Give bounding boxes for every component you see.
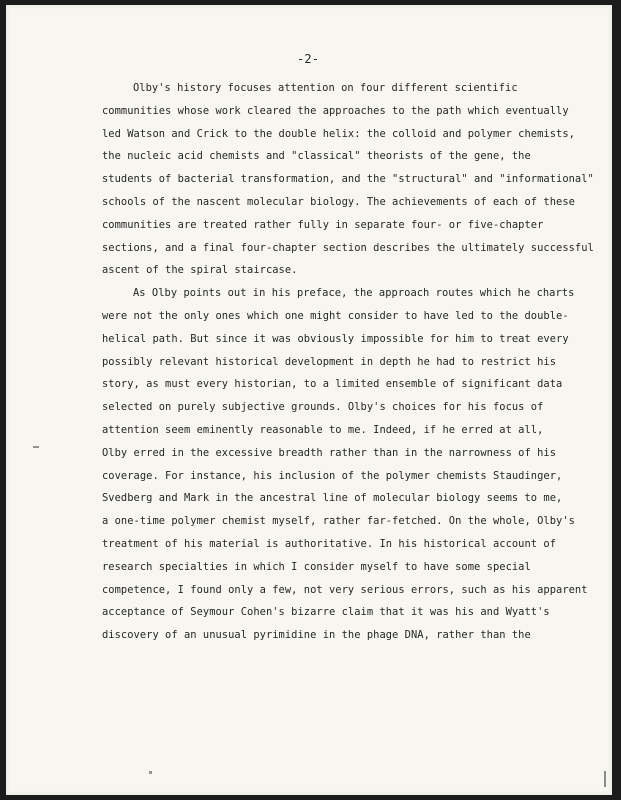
text-line: the nucleic acid chemists and "classical" theorists of the gene, the [102, 150, 531, 163]
paragraph-2 [102, 282, 588, 647]
text-line: communities whose work cleared the approaches to the path which eventually [102, 104, 569, 117]
text-line: competence, I found only a few, not very serious errors, such as his apparent [102, 583, 588, 596]
page-number: -2- [297, 52, 320, 66]
text-line: story, as must every historian, to a limited ensemble of significant data [102, 378, 563, 391]
typed-page [6, 5, 612, 795]
text-line: Olby erred in the excessive breadth rather than in the narrowness of his [102, 446, 557, 459]
margin-mark [149, 771, 152, 774]
text-line: discovery of an unusual pyrimidine in the phage DNA, rather than the [102, 629, 531, 642]
text-line: ascent of the spiral staircase. [102, 264, 298, 277]
margin-mark [33, 446, 39, 448]
text-line: led Watson and Crick to the double helix: the colloid and polymer chemists, [102, 127, 575, 140]
text-line: selected on purely subjective grounds. Olby's choices for his focus of [102, 401, 544, 414]
text-line: schools of the nascent molecular biology. The achievements of each of these [102, 195, 575, 208]
text-line: communities are treated rather fully in separate four- or five-chapter [102, 218, 544, 231]
text-line: As Olby points out in his preface, the approach routes which he charts [133, 287, 575, 300]
text-line: treatment of his material is authoritative. In his historical account of [102, 537, 557, 550]
text-line: students of bacterial transformation, and the "structural" and "informational" [102, 173, 594, 186]
text-line: coverage. For instance, his inclusion of the polymer chemists Staudinger, [102, 469, 563, 482]
edge-mark [604, 771, 606, 787]
text-line: acceptance of Seymour Cohen's bizarre claim that it was his and Wyatt's [102, 606, 550, 619]
text-line: a one-time polymer chemist myself, rather far-fetched. On the whole, Olby's [102, 515, 575, 528]
text-line: Svedberg and Mark in the ancestral line of molecular biology seems to me, [102, 492, 563, 505]
text-line: research specialties in which I consider myself to have some special [102, 560, 531, 573]
text-line: possibly relevant historical development in depth he had to restrict his [102, 355, 557, 368]
text-line: attention seem eminently reasonable to me. Indeed, if he erred at all, [102, 423, 544, 436]
text-line: Olby's history focuses attention on four different scientific [133, 82, 518, 94]
paragraph-1 [102, 77, 594, 282]
text-line: were not the only ones which one might consider to have led to the double- [102, 309, 569, 322]
text-line: sections, and a final four-chapter section describes the ultimately successful [102, 241, 594, 254]
page-body [102, 77, 594, 647]
text-line: helical path. But since it was obviously impossible for him to treat every [102, 332, 569, 345]
